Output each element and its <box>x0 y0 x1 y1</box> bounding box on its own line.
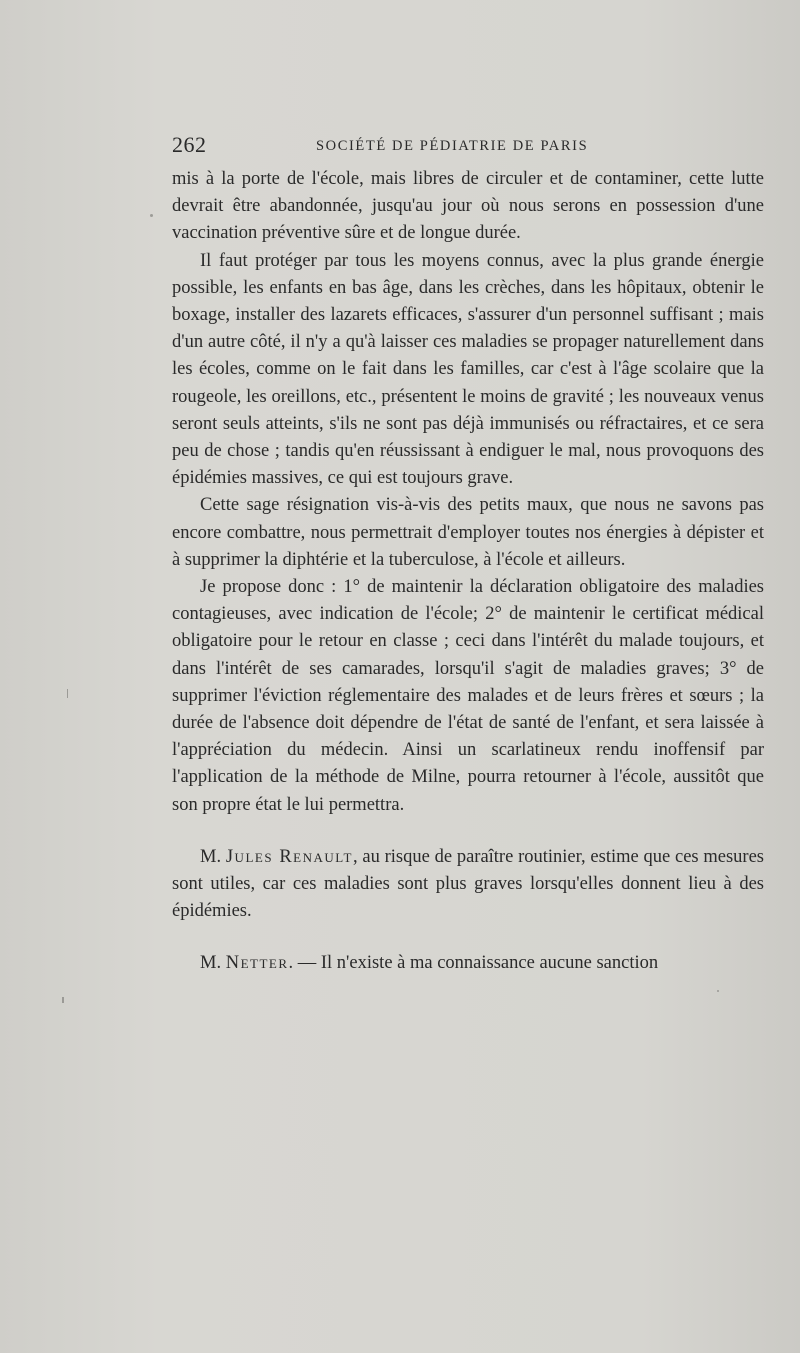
spacer <box>172 819 764 844</box>
speaker-name: Jules Renault <box>225 846 353 867</box>
paragraph-resignation: Cette sage résignation vis-à-vis des petits maux, que nous ne savons pas encore combattre, nous permettrait d'employer toutes nos énergies à dépister et à supprimer la diphtérie et la tuberculose, à l'école et ailleurs. <box>172 495 764 570</box>
body-text <box>172 166 764 978</box>
paragraph-protection: Il faut protéger par tous les moyens connus, avec la plus grande énergie possible, les enfants en bas âge, dans les crèches, dans les hôpitaux, obtenir le boxage, installer des lazarets efficaces, s'assurer d'un personnel suffisant ; mais d'un autre côté, il n'y a qu'à laisser ces maladies se propager naturellement dans les écoles, comme on le fait dans les familles, car c'est à l'âge scolaire que la rougeole, les oreillons, etc., présentent le moins de gravité ; les nouveaux venus seront seuls atteints, s'ils ne sont pas déjà immunisés ou réfractaires, et ce sera peu de chose ; tandis qu'en réussissant à endiguer le mal, nous provoquons des épidémies massives, ce qui est toujours grave. <box>172 250 764 489</box>
scan-speck <box>62 997 64 1003</box>
page-number: 262 <box>172 132 207 157</box>
spacer <box>172 925 764 950</box>
paragraph-proposal: Je propose donc : 1° de maintenir la déclaration obligatoire des maladies contagieuses, avec indication de l'école; 2° de maintenir le certificat médical obligatoire pour le retour en classe ; ceci dans l'intérêt du malade toujours, et dans l'intérêt de ses camarades, lorsqu'il s'agit de maladies graves; 3° de supprimer l'éviction réglementaire des malades et de leurs frères et sœurs ; la durée de l'absence doit dépendre de l'état de santé de l'enfant, et sera laissée à l'appréciation du médecin. Ainsi un scarlatineux rendu inoffensif par l'application de la méthode de Milne, pourra retourner à l'école, aussitôt que son propre état le lui permettra. <box>172 577 764 815</box>
speech-renault <box>172 844 764 926</box>
speech-text: . — Il n'existe à ma connaissance aucune sanction <box>288 953 659 974</box>
speaker-title: M. <box>200 846 222 867</box>
scan-speck <box>67 689 68 698</box>
page-header <box>172 132 764 162</box>
running-title: SOCIÉTÉ DE PÉDIATRIE DE PARIS <box>316 138 589 154</box>
paragraph-continuation: mis à la porte de l'école, mais libres de circuler et de contaminer, cette lutte devrait être abandonnée, jusqu'au jour où nous serons en possession d'une vaccination préventive sûre et de longue durée. <box>172 169 764 244</box>
scan-speck <box>150 214 153 217</box>
speech-text: , au risque de paraître routinier, estime que ces mesures sont utiles, car ces maladies sont plus graves lorsqu'elles donnent lieu à des épidémies. <box>172 846 764 922</box>
speech-netter <box>172 950 764 977</box>
speaker-title: M. <box>200 953 222 974</box>
scan-speck <box>717 990 719 992</box>
speaker-name: Netter <box>225 953 289 974</box>
